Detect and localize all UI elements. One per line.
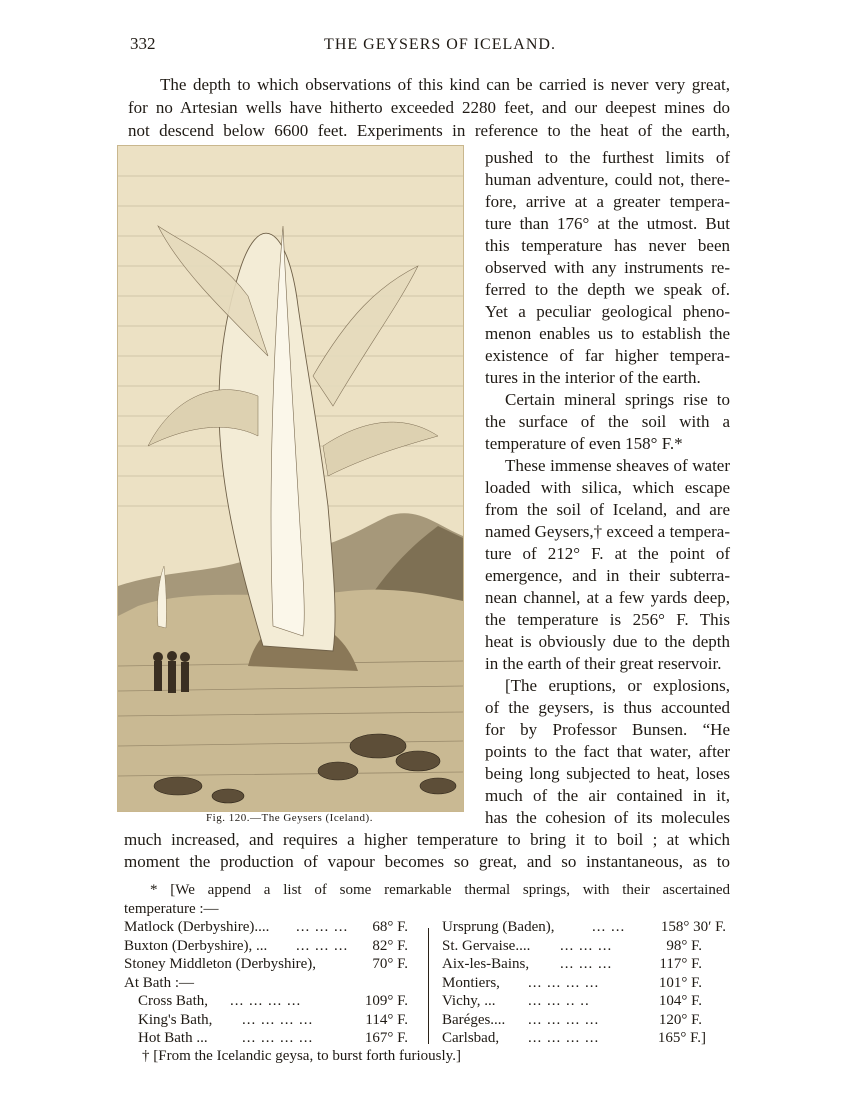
spring-temperature: 120° F. xyxy=(658,1011,702,1028)
body-line: for by Professor Bunsen. “He xyxy=(485,720,730,739)
body-line: this temperature has never been xyxy=(485,236,730,255)
leader-dots: ... ... ... xyxy=(296,919,349,935)
footnote-dagger: † [From the Icelandic geysa, to burst forth furiously.] xyxy=(142,1048,461,1064)
leader-dots: ... ... .. .. xyxy=(528,993,590,1009)
body-line: The depth to which observations of this kind can be carried is never very great, xyxy=(160,75,730,94)
leader-dots: ... ... ... ... xyxy=(242,1011,314,1028)
leader-dots: ... ... ... ... xyxy=(230,993,302,1009)
thermal-springs-table-right xyxy=(442,918,732,1048)
body-line: ferred to the depth we speak of. xyxy=(485,280,730,299)
running-title: THE GEYSERS OF ICELAND. xyxy=(324,36,556,53)
spring-name: Cross Bath, xyxy=(138,993,209,1009)
body-line: Yet a peculiar geological pheno- xyxy=(485,302,730,321)
spring-name: Aix-les-Bains, xyxy=(442,956,530,972)
body-line: heat is obviously due to the depth xyxy=(485,632,730,651)
body-line: ture of 212° F. at the point of xyxy=(485,544,730,563)
spring-temperature: 165° F.] xyxy=(657,1030,706,1046)
body-line: Certain mineral springs rise to xyxy=(505,390,730,409)
body-line: human adventure, could not, there- xyxy=(485,170,730,189)
spring-temperature: 70° F. xyxy=(372,956,408,972)
spring-name: Vichy, ... xyxy=(442,993,496,1009)
spring-temperature: 82° F. xyxy=(372,937,408,954)
body-line: moment the production of vapour becomes so great, and so instantaneous, as to xyxy=(124,852,730,871)
spring-name: Hot Bath ... xyxy=(138,1030,208,1046)
body-line: points to the fact that water, after xyxy=(485,742,730,761)
leader-dots: ... ... ... xyxy=(296,937,349,954)
leader-dots: ... ... xyxy=(592,919,626,935)
spring-name: Buxton (Derbyshire), ... xyxy=(124,937,268,954)
spring-name: Matlock (Derbyshire).... xyxy=(124,919,270,935)
body-line: in the earth of their great reservoir. xyxy=(485,654,722,673)
spring-name: Ursprung (Baden), xyxy=(442,919,555,935)
body-line: for no Artesian wells have hitherto exceeded 2280 feet, and our deepest mines do xyxy=(128,98,730,117)
body-line: much increased, and requires a higher temperature to bring it to boil ; at which xyxy=(124,830,730,849)
body-line: emergence, and in their subterra- xyxy=(485,566,730,585)
geyser-engraving xyxy=(118,146,463,811)
spring-name: Montiers, xyxy=(442,974,500,991)
body-line: observed with any instruments re- xyxy=(485,258,730,277)
body-line: pushed to the furthest limits of xyxy=(485,148,730,167)
spring-temperature: 167° F. xyxy=(364,1030,408,1046)
leader-dots: ... ... ... ... xyxy=(528,974,600,991)
body-line: existence of far higher tempera- xyxy=(485,346,730,365)
spring-group-label: At Bath :— xyxy=(124,974,194,991)
spring-temperature: 98° F. xyxy=(666,937,702,954)
body-line: nean channel, at a few yards deep, xyxy=(485,588,730,607)
leader-dots: ... ... ... ... xyxy=(242,1030,314,1046)
column-divider xyxy=(428,928,429,1044)
body-line: tures in the interior of the earth. xyxy=(485,368,701,387)
body-line: of the geysers, is thus accounted xyxy=(485,698,730,717)
body-line: being long subjected to heat, loses xyxy=(485,764,730,783)
body-line: not descend below 6600 feet. Experiments in reference to the heat of the earth, xyxy=(128,121,730,140)
body-line: menon enables us to establish the xyxy=(485,324,730,343)
spring-temperature: 114° F. xyxy=(365,1011,408,1028)
spring-name: Carlsbad, xyxy=(442,1030,500,1046)
figure-caption: Fig. 120.—The Geysers (Iceland). xyxy=(206,812,373,824)
body-line: from the soil of Iceland, and are xyxy=(485,500,730,519)
leader-dots: ... ... ... ... xyxy=(528,1030,600,1046)
leader-dots: ... ... ... ... xyxy=(528,1011,600,1028)
footnote-intro: * [We append a list of some remarkable thermal springs, with their ascertained xyxy=(150,882,730,898)
leader-dots: ... ... ... xyxy=(560,937,613,954)
spring-temperature: 158° 30′ F. xyxy=(660,919,726,935)
body-line: temperature of even 158° F.* xyxy=(485,434,683,453)
body-line: the surface of the soil with a xyxy=(485,412,730,431)
spring-name: King's Bath, xyxy=(138,1011,213,1028)
spring-name: Baréges.... xyxy=(442,1011,506,1028)
body-line: the temperature is 256° F. This xyxy=(485,610,730,629)
body-line: ture than 176° at the utmost. But xyxy=(485,214,730,233)
page-number: 332 xyxy=(130,34,156,53)
spring-temperature: 104° F. xyxy=(658,993,702,1009)
body-line: has the cohesion of its molecules xyxy=(485,808,730,827)
body-line: fore, arrive at a greater tempera- xyxy=(485,192,730,211)
body-line: [The eruptions, or explosions, xyxy=(505,676,730,695)
leader-dots: ... ... ... xyxy=(560,956,613,972)
geyser-illustration xyxy=(117,145,464,812)
footnote-intro: temperature :— xyxy=(124,901,219,917)
spring-temperature: 117° F. xyxy=(659,956,702,972)
body-line: much of the air contained in it, xyxy=(485,786,730,805)
spring-name: Stoney Middleton (Derbyshire), xyxy=(124,956,317,972)
spring-temperature: 109° F. xyxy=(364,993,408,1009)
body-line: These immense sheaves of water xyxy=(505,456,730,475)
thermal-springs-table-left xyxy=(124,918,414,1048)
body-line: loaded with silica, which escape xyxy=(485,478,730,497)
body-line: named Geysers,† exceed a tempera- xyxy=(485,522,730,541)
spring-temperature: 101° F. xyxy=(658,974,702,991)
spring-temperature: 68° F. xyxy=(372,919,408,935)
spring-name: St. Gervaise.... xyxy=(442,937,531,954)
